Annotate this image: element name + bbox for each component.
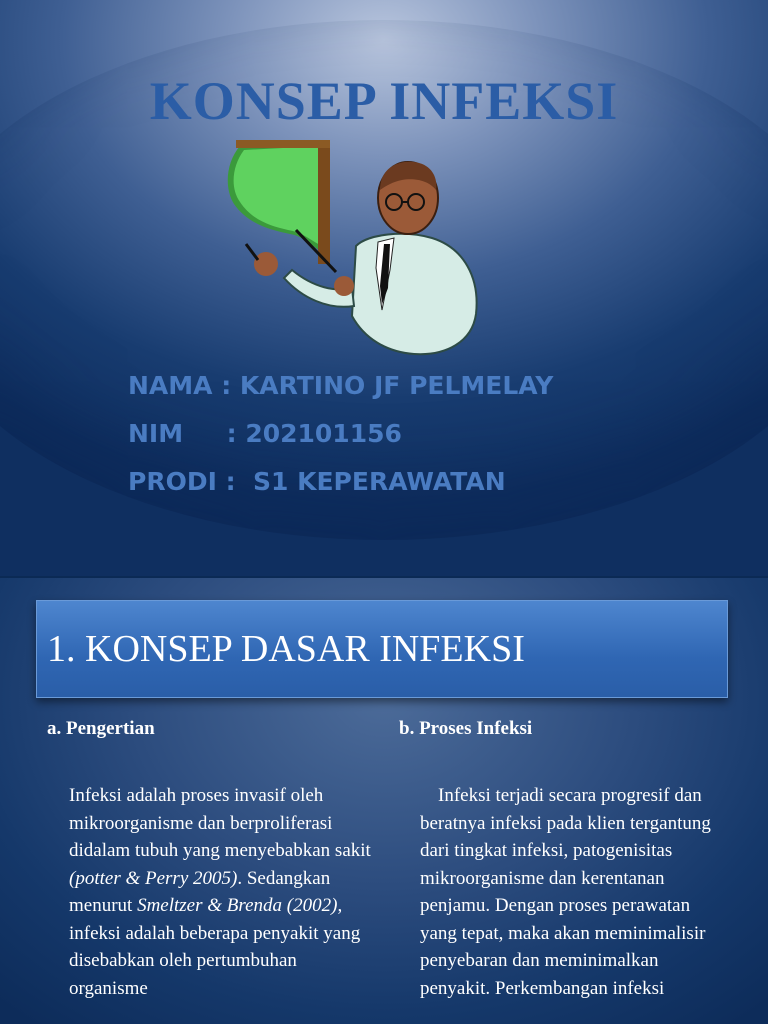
content-slide <box>0 578 768 1024</box>
prodi-line: PRODI : S1 KEPERAWATAN <box>128 467 506 496</box>
heading-pengertian: a. Pengertian <box>47 718 155 739</box>
author-info <box>128 366 553 510</box>
citation-smeltzer: Smeltzer & Brenda (2002) <box>137 895 338 916</box>
pengertian-text-3: , infeksi adalah beberapa penyakit yang disebabkan oleh pertumbuhan organisme <box>69 895 361 999</box>
section-title: 1. KONSEP DASAR INFEKSI <box>47 628 525 670</box>
pengertian-text-1: Infeksi adalah proses invasif oleh mikroorganisme dan berproliferasi didalam tubuh yang menyebabkan sakit <box>69 785 371 861</box>
teacher-clipart-icon <box>218 138 486 360</box>
pengertian-text <box>69 782 374 1002</box>
name-line: NAMA : KARTINO JF PELMELAY <box>128 371 554 400</box>
nim-line: NIM : 202101156 <box>128 419 402 448</box>
pengertian-text-2: . Sedangkan menurut <box>69 867 331 916</box>
proses-infeksi-text: Infeksi terjadi secara progresif dan beratnya infeksi pada klien tergantung dari tingkat infeksi, patogenisitas mikroorganisme dan kerentanan penjamu. Dengan proses perawatan yang tepat, maka akan meminimalisir penyebaran dan meminimalkan penyakit. Perkembangan infeksi <box>420 785 711 999</box>
heading-proses-infeksi: b. Proses Infeksi <box>399 718 533 739</box>
slide-title: KONSEP INFEKSI <box>149 71 619 131</box>
section-header <box>36 600 728 698</box>
citation-potter: (potter & Perry 2005) <box>69 867 238 889</box>
